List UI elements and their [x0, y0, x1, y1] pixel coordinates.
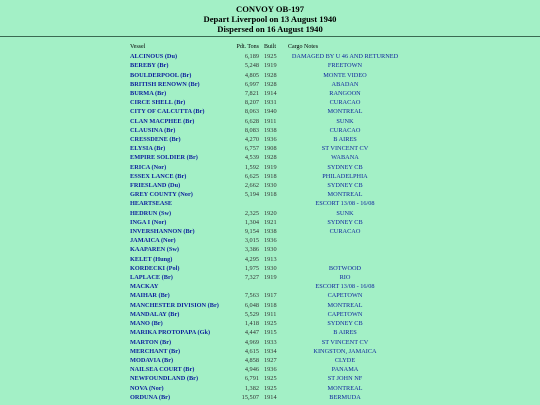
- built-cell: 1925: [264, 375, 277, 383]
- vessel-cell: JAMAICA (Nor): [130, 237, 176, 245]
- built-cell: 1938: [264, 228, 277, 236]
- tons-cell: 4,295: [244, 255, 259, 263]
- notes-column-header: Cargo Notes: [288, 44, 319, 50]
- table-row: [130, 338, 402, 347]
- table-row: [130, 144, 402, 153]
- vessel-cell: HEARTSEASE: [130, 200, 173, 208]
- built-cell: 1917: [264, 292, 277, 300]
- table-row: [130, 153, 402, 162]
- vessel-cell: MARTON (Br): [130, 338, 172, 346]
- tons-cell: 2,325: [244, 209, 259, 217]
- tons-cell: 6,189: [244, 53, 259, 61]
- tons-cell: 4,270: [244, 136, 259, 144]
- tons-cell: 1,975: [244, 264, 259, 272]
- dispersed-line: Dispersed on 16 August 1940: [217, 24, 323, 34]
- table-row: [130, 393, 402, 402]
- tons-cell: 7,327: [244, 274, 259, 282]
- table-row: [130, 218, 402, 227]
- tons-cell: 4,858: [244, 356, 259, 364]
- vessel-cell: MANCHESTER DIVISION (Br): [130, 301, 219, 309]
- built-cell: 1938: [264, 126, 277, 134]
- notes-cell: BERMUDA: [329, 393, 361, 401]
- tons-cell: 5,194: [244, 191, 259, 199]
- tons-cell: 4,539: [244, 154, 259, 162]
- vessel-cell: BOULDERPOOL (Br): [130, 71, 192, 79]
- table-row: [130, 245, 402, 254]
- table-row: [130, 209, 402, 218]
- tons-cell: 4,447: [244, 329, 259, 337]
- notes-cell: BOTWOOD: [328, 264, 362, 272]
- built-cell: 1915: [264, 329, 277, 337]
- notes-cell: CURACAO: [329, 228, 361, 236]
- table-row: [130, 190, 402, 199]
- table-row: [130, 273, 402, 282]
- built-cell: 1936: [264, 136, 277, 144]
- notes-cell: MONTE VIDEO: [323, 71, 367, 79]
- convoy-table: [130, 43, 402, 402]
- tons-cell: 6,997: [244, 80, 259, 88]
- notes-cell: SUNK: [336, 117, 354, 125]
- built-cell: 1934: [264, 347, 277, 355]
- notes-cell: SYDNEY CB: [327, 182, 363, 190]
- vessel-cell: KELET (Hung): [130, 255, 173, 263]
- tons-cell: 6,791: [244, 375, 259, 383]
- notes-cell: MONTREAL: [327, 191, 363, 199]
- tons-cell: 4,946: [244, 366, 259, 374]
- notes-cell: FREETOWN: [327, 62, 363, 70]
- page-header: [0, 0, 540, 34]
- built-column-header: Built: [264, 44, 277, 50]
- vessel-cell: NAILSEA COURT (Br): [130, 366, 195, 374]
- table-row: [130, 319, 402, 328]
- vessel-cell: EMPIRE SOLDIER (Br): [130, 154, 198, 162]
- notes-cell: MONTREAL: [327, 384, 363, 392]
- vessel-cell: INGA I (Nor): [130, 218, 167, 226]
- tons-cell: 7,563: [244, 292, 259, 300]
- notes-cell: SYDNEY CB: [327, 163, 363, 171]
- vessel-cell: FRIESLAND (Du): [130, 182, 181, 190]
- table-row: [130, 61, 402, 70]
- table-row: [130, 181, 402, 190]
- tons-column-header: Pdt. Tons: [236, 44, 259, 50]
- vessel-cell: ESSEX LANCE (Br): [130, 172, 187, 180]
- built-cell: 1925: [264, 53, 277, 61]
- tons-cell: 1,304: [244, 218, 259, 226]
- built-cell: 1928: [264, 71, 277, 79]
- table-row: [130, 347, 402, 356]
- table-row: [130, 172, 402, 181]
- tons-cell: 3,015: [244, 237, 259, 245]
- vessel-cell: NEWFOUNDLAND (Br): [130, 375, 199, 383]
- notes-cell: [288, 236, 402, 245]
- table-row: [130, 384, 402, 393]
- vessel-cell: HEDRUN (Sw): [130, 209, 172, 217]
- depart-line: Depart Liverpool on 13 August 1940: [203, 14, 337, 24]
- vessel-cell: BURMA (Br): [130, 90, 167, 98]
- tons-cell: 4,969: [244, 338, 259, 346]
- vessel-cell: MODAVIA (Br): [130, 356, 174, 364]
- tons-cell: 1,418: [244, 320, 259, 328]
- built-cell: 1914: [264, 393, 277, 401]
- built-cell: 1936: [264, 366, 277, 374]
- notes-cell: SUNK: [336, 209, 354, 217]
- table-row: [130, 227, 402, 236]
- table-header-row: [130, 43, 402, 52]
- built-cell: 1908: [264, 145, 277, 153]
- built-cell: 1911: [264, 117, 277, 125]
- notes-cell: KINGSTON, JAMAICA: [313, 347, 377, 355]
- notes-cell: ESCORT 13/08 - 16/08: [315, 283, 375, 291]
- vessel-cell: KAAPAREN (Sw): [130, 246, 180, 254]
- vessel-cell: NOVA (Nor): [130, 384, 164, 392]
- table-row: [130, 374, 402, 383]
- notes-cell: PANAMA: [331, 366, 359, 374]
- table-row: [130, 135, 402, 144]
- tons-cell: 6,628: [244, 117, 259, 125]
- vessel-cell: MAIHAR (Br): [130, 292, 170, 300]
- vessel-cell: MERCHANT (Br): [130, 347, 181, 355]
- header-divider: [0, 36, 540, 37]
- built-cell: 1919: [264, 62, 277, 70]
- table-row: [130, 282, 402, 291]
- built-cell: 1925: [264, 320, 277, 328]
- vessel-cell: CLAN MACPHEE (Br): [130, 117, 195, 125]
- vessel-cell: MANO (Br): [130, 320, 163, 328]
- notes-cell: RANGOON: [329, 90, 361, 98]
- built-cell: 1925: [264, 384, 277, 392]
- built-cell: 1930: [264, 182, 277, 190]
- table-row: [130, 236, 402, 245]
- tons-cell: 1,382: [244, 384, 259, 392]
- notes-cell: ESCORT 13/08 - 16/08: [315, 200, 375, 208]
- page-title: CONVOY OB-197: [235, 4, 305, 14]
- built-cell: 1930: [264, 264, 277, 272]
- vessel-cell: MARIKA PROTOPAPA (Gk): [130, 329, 211, 337]
- vessel-cell: MACKAY: [130, 283, 159, 291]
- vessel-cell: KORDECKI (Pol): [130, 264, 180, 272]
- built-cell: 1921: [264, 218, 277, 226]
- built-cell: 1919: [264, 163, 277, 171]
- notes-cell: B AIRES: [333, 329, 357, 337]
- tons-cell: 7,821: [244, 90, 259, 98]
- table-row: [130, 52, 402, 61]
- vessel-cell: ORDUNA (Br): [130, 393, 171, 401]
- built-cell: 1918: [264, 301, 277, 309]
- notes-cell: WABANA: [331, 154, 359, 162]
- built-cell: 1930: [264, 246, 277, 254]
- notes-cell: CLYDE: [334, 356, 356, 364]
- tons-cell: [227, 199, 259, 208]
- tons-cell: 1,592: [244, 163, 259, 171]
- notes-cell: DAMAGED BY U 46 AND RETURNED: [291, 53, 399, 61]
- table-row: [130, 163, 402, 172]
- table-row: [130, 89, 402, 98]
- table-row: [130, 301, 402, 310]
- table-row: [130, 117, 402, 126]
- tons-cell: 8,083: [244, 126, 259, 134]
- tons-cell: 8,063: [244, 108, 259, 116]
- vessel-column-header: Vessel: [130, 44, 146, 50]
- vessel-cell: ALCINOUS (Du): [130, 53, 178, 61]
- tons-cell: 4,805: [244, 71, 259, 79]
- notes-cell: B AIRES: [333, 136, 357, 144]
- table-row: [130, 264, 402, 273]
- notes-cell: SYDNEY CB: [327, 320, 363, 328]
- table-row: [130, 80, 402, 89]
- built-cell: 1911: [264, 310, 277, 318]
- notes-cell: ST JOHN NF: [327, 375, 363, 383]
- tons-cell: 6,048: [244, 301, 259, 309]
- tons-cell: [227, 282, 259, 291]
- tons-cell: 8,207: [244, 99, 259, 107]
- notes-cell: MONTREAL: [327, 301, 363, 309]
- notes-cell: CAPETOWN: [327, 310, 363, 318]
- built-cell: 1918: [264, 172, 277, 180]
- built-cell: 1928: [264, 80, 277, 88]
- tons-cell: 6,757: [244, 145, 259, 153]
- notes-cell: MONTREAL: [327, 108, 363, 116]
- table-row: [130, 291, 402, 300]
- table-row: [130, 310, 402, 319]
- notes-cell: SYDNEY CB: [327, 218, 363, 226]
- notes-cell: [288, 245, 402, 254]
- built-cell: 1927: [264, 356, 277, 364]
- vessel-cell: ELYSIA (Br): [130, 145, 166, 153]
- tons-cell: 4,615: [244, 347, 259, 355]
- vessel-cell: INVERSHANNON (Br): [130, 228, 195, 236]
- vessel-cell: BEREBY (Br): [130, 62, 169, 70]
- built-cell: 1940: [264, 108, 277, 116]
- built-cell: 1919: [264, 274, 277, 282]
- built-cell: 1936: [264, 237, 277, 245]
- table-row: [130, 126, 402, 135]
- notes-cell: PHILADELPHIA: [322, 172, 368, 180]
- table-row: [130, 255, 402, 264]
- tons-cell: 3,386: [244, 246, 259, 254]
- notes-cell: ABADAN: [331, 80, 359, 88]
- built-cell: [259, 282, 288, 291]
- built-cell: 1933: [264, 338, 277, 346]
- table-row: [130, 71, 402, 80]
- vessel-cell: LAPLACE (Br): [130, 274, 173, 282]
- tons-cell: 15,507: [241, 393, 259, 401]
- built-cell: [259, 199, 288, 208]
- table-row: [130, 365, 402, 374]
- vessel-cell: CITY OF CALCUTTA (Br): [130, 108, 205, 116]
- built-cell: 1928: [264, 154, 277, 162]
- built-cell: 1914: [264, 90, 277, 98]
- built-cell: 1920: [264, 209, 277, 217]
- tons-cell: 5,248: [244, 62, 259, 70]
- vessel-cell: CIRCE SHELL (Br): [130, 99, 186, 107]
- notes-cell: CAPETOWN: [327, 292, 363, 300]
- notes-cell: RIO: [339, 274, 351, 282]
- vessel-cell: CLAUSINA (Br): [130, 126, 176, 134]
- notes-cell: ST VINCENT CV: [321, 338, 369, 346]
- tons-cell: 5,529: [244, 310, 259, 318]
- table-row: [130, 328, 402, 337]
- vessel-cell: CRESSDENE (Br): [130, 136, 181, 144]
- table-row: [130, 107, 402, 116]
- tons-cell: 2,662: [244, 182, 259, 190]
- notes-cell: [288, 255, 402, 264]
- notes-cell: CURACAO: [329, 99, 361, 107]
- vessel-cell: ERICA (Nor): [130, 163, 167, 171]
- vessel-cell: BRITISH RENOWN (Br): [130, 80, 200, 88]
- tons-cell: 6,625: [244, 172, 259, 180]
- notes-cell: CURACAO: [329, 126, 361, 134]
- notes-cell: ST VINCENT CV: [321, 145, 369, 153]
- table-row: [130, 199, 402, 208]
- vessel-cell: MANDALAY (Br): [130, 310, 180, 318]
- vessel-cell: GREY COUNTY (Nor): [130, 191, 193, 199]
- built-cell: 1931: [264, 99, 277, 107]
- built-cell: 1918: [264, 191, 277, 199]
- table-row: [130, 356, 402, 365]
- table-row: [130, 98, 402, 107]
- tons-cell: 9,154: [244, 228, 259, 236]
- built-cell: 1913: [264, 255, 277, 263]
